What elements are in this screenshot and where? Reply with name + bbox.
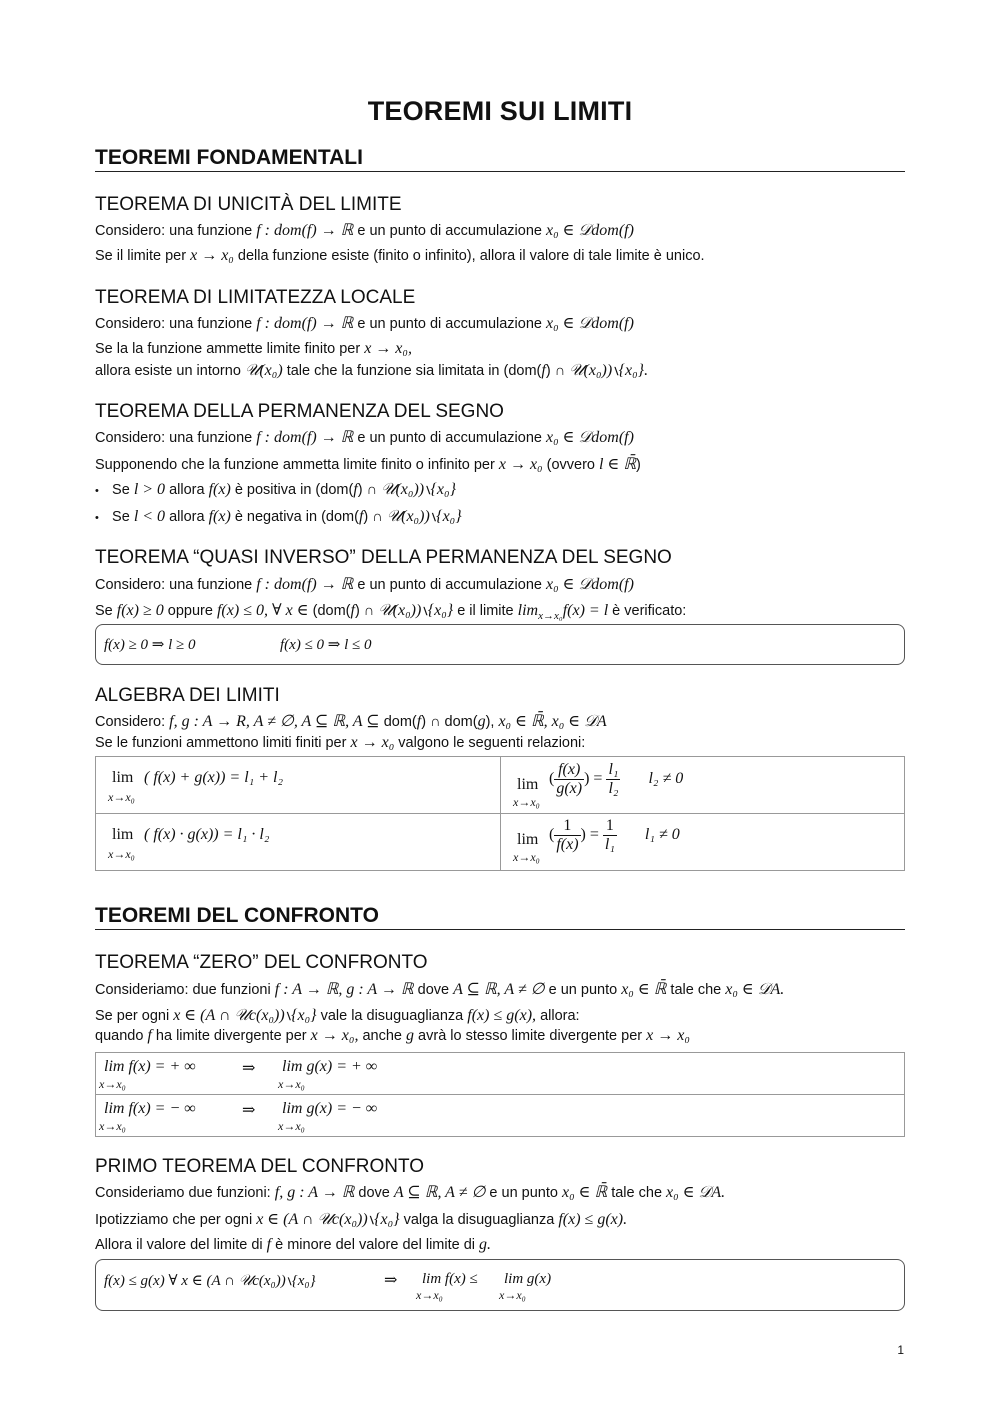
text-span: tale che la funzione sia limitata in (dom(: [286, 363, 542, 379]
text-span: è positiva in (dom(: [234, 482, 354, 498]
limit-operator: lim: [517, 831, 539, 848]
text-span: Considero:: [95, 714, 166, 730]
condition-text: l₂ ≠ 0: [648, 770, 684, 788]
fraction: [606, 761, 620, 798]
text-span: ) =: [584, 770, 603, 788]
theorem-text: [95, 220, 634, 240]
limit-subscript: x→x₀: [278, 1077, 305, 1091]
text-span: tale che: [670, 982, 722, 998]
text-span: avrà lo stesso limite divergente per: [418, 1028, 643, 1044]
theorem-text: [95, 574, 634, 594]
text-span: Consideriamo due funzioni:: [95, 1185, 271, 1201]
text-span: della funzione esiste (finito o infinito), allora il valore di tale limite è unico.: [237, 248, 705, 264]
text-span: ),: [485, 714, 495, 730]
text-span: e un punto: [489, 1185, 558, 1201]
text-span: (dom(: [312, 603, 351, 619]
text-span: allora esiste un intorno: [95, 363, 241, 379]
theorem-text: [95, 340, 412, 358]
text-span: Consideriamo: due funzioni: [95, 982, 271, 998]
theorem-text: [95, 734, 585, 752]
theorem-heading-algebra: ALGEBRA DEI LIMITI: [95, 685, 280, 706]
math-span: x₀ ∈ 𝒟dom(f): [546, 429, 634, 446]
text-span: Considero: una funzione: [95, 577, 253, 593]
math-span: x₀ ∈ 𝒟A.: [725, 981, 785, 998]
theorem-text: [95, 1236, 491, 1254]
text-span: Se la la funzione ammette limite finito per: [95, 341, 361, 357]
math-span: x₀ ∈ 𝒟dom(f): [546, 315, 634, 332]
math-span: f : dom(f) → ℝ: [256, 576, 354, 593]
text-span: Considero: una funzione: [95, 316, 253, 332]
limit-subscript: x→x₀: [513, 795, 540, 809]
theorem-heading-quasi-inverso: TEOREMA “QUASI INVERSO” DELLA PERMANENZA DEL SEGNO: [95, 547, 672, 568]
implies-arrow: ⇒: [242, 1102, 256, 1119]
text-span: e un punto: [548, 982, 618, 998]
theorem-text: [95, 427, 634, 447]
text-span: ) ∩ dom(: [421, 714, 478, 730]
text-span: Ipotizziamo che per ogni: [95, 1212, 253, 1228]
math-span: x → x₀,: [310, 1027, 359, 1044]
formula-text: lim f(x) = − ∞: [104, 1100, 196, 1117]
algebra-cell-sum: [95, 756, 501, 814]
text-span: valgono le seguenti relazioni:: [398, 735, 586, 751]
text-span: Se: [95, 603, 113, 619]
math-span: f, g : A → ℝ: [274, 1184, 355, 1201]
formula-text: lim g(x) = − ∞: [282, 1100, 378, 1117]
text-span: è minore del valore del limite di: [275, 1237, 476, 1253]
text-span: allora: [169, 509, 205, 525]
text-span: Supponendo che la funzione ammetta limite finito o infinito per: [95, 457, 495, 473]
math-span: f(x): [208, 508, 231, 525]
text-span: ) =: [580, 826, 599, 844]
limit-operator: lim: [112, 826, 134, 843]
math-span: A ⊆ ℝ, A ≠ ∅: [453, 981, 545, 998]
numerator: 1: [554, 817, 580, 836]
formula-box: [95, 1259, 905, 1311]
math-span: f(x) ≥ 0: [116, 602, 164, 619]
text-span: Allora il valore del limite di: [95, 1237, 263, 1253]
page-number: 1: [897, 1343, 904, 1357]
text-span: (: [549, 770, 555, 788]
math-span: 𝒰(x₀))∖{x₀}: [381, 481, 456, 498]
fraction-formula: [549, 761, 683, 798]
condition-text: l₁ ≠ 0: [644, 826, 680, 844]
comparison-row-minus-infinity: [95, 1094, 905, 1137]
bullet-item: [95, 481, 456, 499]
limit-subscript: x→x₀: [416, 1288, 443, 1302]
text-span: e un punto di accumulazione: [357, 316, 542, 332]
math-span: 𝒰(x₀))∖{x₀}: [386, 508, 462, 525]
theorem-heading-limitatezza: TEOREMA DI LIMITATEZZA LOCALE: [95, 287, 416, 308]
formula-text: f(x) ≥ 0 ⇒ l ≥ 0: [104, 637, 196, 653]
math-span: g: [406, 1027, 415, 1044]
math-span: 𝒰(x₀))∖{x₀}.: [569, 362, 649, 379]
theorem-text: [95, 979, 784, 999]
limit-operator: lim: [517, 776, 539, 793]
math-span: f : dom(f) → ℝ: [256, 429, 354, 446]
formula-text: ( f(x) + g(x)) = l₁ + l₂: [144, 769, 284, 786]
text-span: Se per ogni: [95, 1008, 170, 1024]
math-span: 𝒰(x₀))∖{x₀}: [378, 602, 454, 619]
math-span: f(x) = l: [562, 602, 609, 619]
denominator: l₁: [604, 836, 615, 853]
limit-subscript: x→x₀: [278, 1119, 305, 1133]
formula-text: lim g(x) = + ∞: [282, 1058, 378, 1075]
formula-text: lim f(x) = + ∞: [104, 1058, 196, 1075]
fraction: [554, 817, 580, 854]
text-span: e il limite: [457, 603, 514, 619]
math-span: x → x₀: [350, 734, 395, 751]
math-span: x₀ ∈ ℝ̄, x₀ ∈ 𝒟A: [498, 713, 607, 730]
math-span: f : dom(f) → ℝ: [256, 315, 354, 332]
math-span: 𝒰(x₀): [244, 362, 283, 379]
numerator: 1: [603, 817, 617, 836]
math-span: x ∈ (A ∩ 𝒰c(x₀))∖{x₀}: [173, 1007, 317, 1024]
text-span: valga la disuguaglianza: [403, 1212, 555, 1228]
algebra-cell-reciprocal: [500, 813, 905, 871]
math-span: f(x): [208, 481, 231, 498]
theorem-heading-primo: PRIMO TEOREMA DEL CONFRONTO: [95, 1156, 425, 1177]
math-span: x₀ ∈ 𝒟dom(f): [546, 222, 634, 239]
text-span: dom(: [383, 714, 417, 730]
math-span: A ⊆ ℝ, A ≠ ∅: [393, 1184, 486, 1201]
math-span: l < 0: [133, 508, 166, 525]
text-span: ): [636, 457, 641, 473]
math-span: l ∈ ℝ̄: [599, 456, 636, 473]
limit-subscript: x→x₀: [108, 847, 135, 861]
text-span: tale che: [611, 1185, 663, 1201]
text-span: e un punto di accumulazione: [357, 577, 542, 593]
formula-text: lim f(x) ≤: [422, 1271, 478, 1287]
text-span: oppure: [167, 603, 213, 619]
math-span: x₀ ∈ 𝒟A.: [666, 1184, 726, 1201]
math-span: f: [147, 1027, 152, 1044]
theorem-text: [95, 247, 705, 265]
fraction-formula: [549, 817, 680, 854]
implies-arrow: ⇒: [242, 1060, 256, 1077]
fraction: [603, 817, 617, 854]
text-span: Considero: una funzione: [95, 430, 253, 446]
theorem-text: [95, 1005, 580, 1025]
page-title: TEOREMI SUI LIMITI: [367, 96, 633, 126]
math-span: f(x) ≤ g(x).: [558, 1211, 628, 1228]
text-span: Se il limite per: [95, 248, 187, 264]
text-span: e un punto di accumulazione: [357, 223, 542, 239]
bullet-item: [95, 508, 462, 526]
text-span: ) ∩: [357, 482, 378, 498]
theorem-text: [95, 1182, 725, 1202]
formula-text: ( f(x) · g(x)) = l₁ · l₂: [144, 826, 270, 843]
theorem-text: [95, 1209, 627, 1229]
math-span: f: [350, 602, 355, 619]
text-span: Se: [112, 482, 130, 498]
comparison-row-plus-infinity: [95, 1052, 905, 1095]
formula-box: [95, 624, 905, 665]
math-span: x ∈ (A ∩ 𝒰c(x₀))∖{x₀}: [256, 1211, 400, 1228]
text-span: e un punto di accumulazione: [357, 430, 542, 446]
limit-subscript: x→x₀: [99, 1119, 126, 1133]
algebra-cell-product: [95, 813, 501, 871]
math-span: g.: [479, 1236, 492, 1253]
math-span: f: [541, 362, 546, 379]
fraction: [554, 761, 584, 798]
math-subscript: x→x₀: [538, 609, 563, 622]
math-span: x₀ ∈ 𝒟dom(f): [546, 576, 634, 593]
section-heading-fondamentali: TEOREMI FONDAMENTALI: [95, 146, 905, 172]
theorem-text: [95, 600, 686, 622]
math-span: l > 0: [133, 481, 166, 498]
math-span: x → x₀,: [364, 340, 412, 357]
math-span: f(x) ≤ g(x),: [467, 1007, 537, 1024]
math-span: f : dom(f) → ℝ: [256, 222, 354, 239]
text-span: (ovvero: [546, 457, 595, 473]
math-span: x₀ ∈ ℝ̄: [562, 1184, 608, 1201]
limit-subscript: x→x₀: [499, 1288, 526, 1302]
text-span: è verificato:: [612, 603, 687, 619]
math-span: x → x₀: [498, 456, 543, 473]
math-span: f: [416, 713, 422, 730]
text-span: dove: [417, 982, 450, 998]
text-span: vale la disuguaglianza: [320, 1008, 464, 1024]
section-heading-confronto: TEOREMI DEL CONFRONTO: [95, 904, 905, 930]
math-span: x₀ ∈ ℝ̄: [621, 981, 667, 998]
math-span: f: [358, 508, 364, 525]
theorem-heading-permanenza: TEOREMA DELLA PERMANENZA DEL SEGNO: [95, 401, 504, 422]
text-span: allora: [169, 482, 205, 498]
math-span: f: [266, 1236, 272, 1253]
math-span: f(x) ≤ 0, ∀ x ∈: [216, 602, 309, 619]
text-span: ) ∩: [354, 603, 375, 619]
formula-text: f(x) ≤ g(x) ∀ x ∈ (A ∩ 𝒰c(x₀))∖{x₀}: [104, 1273, 316, 1289]
numerator: f(x): [554, 761, 584, 780]
math-span: lim: [517, 602, 539, 619]
numerator: l₁: [608, 761, 619, 778]
implies-arrow: ⇒: [384, 1272, 398, 1289]
math-span: f, g : A → R, A ≠ ∅, A ⊆ ℝ, A ⊆: [169, 713, 380, 730]
limit-subscript: x→x₀: [99, 1077, 126, 1091]
text-span: Considero: una funzione: [95, 223, 253, 239]
theorem-text: [95, 454, 641, 474]
theorem-heading-zero: TEOREMA “ZERO” DEL CONFRONTO: [95, 952, 428, 973]
text-span: dove: [358, 1185, 390, 1201]
text-span: ha limite divergente per: [155, 1028, 307, 1044]
theorem-text: [95, 711, 607, 731]
math-span: f : A → ℝ, g : A → ℝ: [274, 981, 414, 998]
theorem-text: [95, 362, 648, 380]
text-span: quando: [95, 1028, 144, 1044]
math-span: x → x₀: [646, 1027, 690, 1044]
formula-text: lim g(x): [504, 1271, 552, 1287]
text-span: ) ∩: [545, 363, 566, 379]
theorem-text: [95, 313, 634, 333]
text-span: è negativa in (dom(: [234, 509, 359, 525]
limit-subscript: x→x₀: [513, 850, 540, 864]
text-span: allora:: [540, 1008, 580, 1024]
text-span: Se le funzioni ammettono limiti finiti per: [95, 735, 347, 751]
limit-operator: lim: [112, 769, 134, 786]
math-span: f: [353, 481, 358, 498]
math-span: x → x₀: [190, 247, 234, 264]
denominator: l₂: [608, 780, 619, 797]
theorem-text: [95, 1027, 690, 1045]
text-span: ) ∩: [363, 509, 383, 525]
math-span: g: [477, 713, 486, 730]
text-span: Se: [112, 509, 130, 525]
text-span: anche: [362, 1028, 402, 1044]
text-span: (: [549, 826, 555, 844]
denominator: g(x): [556, 780, 583, 797]
denominator: f(x): [556, 836, 579, 853]
limit-subscript: x→x₀: [108, 790, 135, 804]
algebra-cell-quotient: [500, 756, 905, 814]
theorem-heading-unicita: TEOREMA DI UNICITÀ DEL LIMITE: [95, 194, 402, 215]
formula-text: f(x) ≤ 0 ⇒ l ≤ 0: [280, 637, 372, 653]
